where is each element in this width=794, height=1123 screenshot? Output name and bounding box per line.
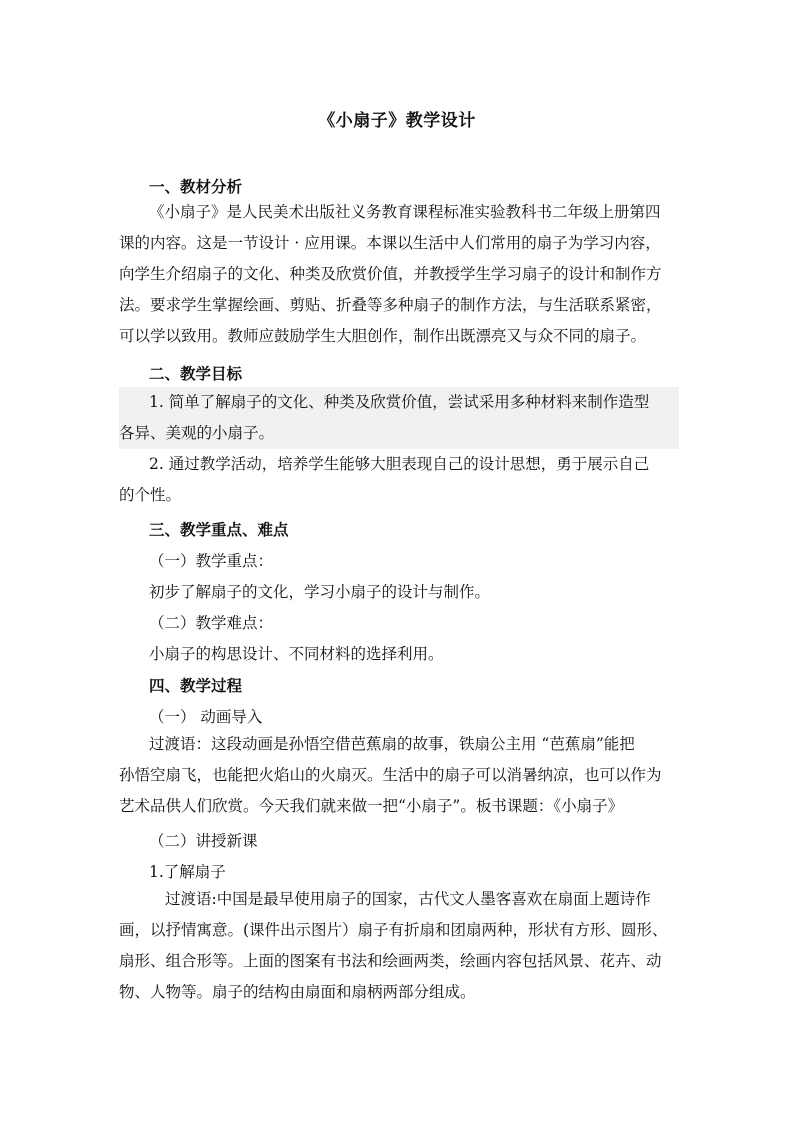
paragraph-line: 《小扇子》是人民美术出版社义务教育课程标准实验教科书二年级上册第四 bbox=[149, 203, 661, 221]
section-heading-objectives: 二、教学目标 bbox=[149, 364, 243, 383]
section-heading-process: 四、教学过程 bbox=[149, 676, 243, 695]
paragraph-line: 物、人物等。扇子的结构由扇面和扇柄两部分组成。 bbox=[119, 983, 476, 1001]
paragraph-line: 1. 简单了解扇子的文化、种类及欣赏价值，尝试采用多种材料来制作造型 bbox=[149, 393, 650, 411]
paragraph-line: 画，以抒情寓意。(课件出示图片）扇子有折扇和团扇两种，形状有方形、圆形、 bbox=[119, 921, 668, 939]
paragraph-line: 扇形、组合形等。上面的图案有书法和绘画两类，绘画内容包括风景、花卉、动 bbox=[119, 952, 662, 970]
document-title: 《小扇子》教学设计 bbox=[318, 111, 476, 131]
process-part-1-label: （一） 动画导入 bbox=[149, 708, 263, 726]
paragraph-line: 向学生介绍扇子的文化、种类及欣赏价值，并教授学生学习扇子的设计和制作方 bbox=[119, 265, 662, 283]
paragraph-line: 各异、美观的小扇子。 bbox=[119, 424, 275, 442]
key-point-text: 初步了解扇子的文化，学习小扇子的设计与制作。 bbox=[149, 583, 491, 601]
paragraph-line: 法。要求学生掌握绘画、剪贴、折叠等多种扇子的制作方法，与生活联系紧密， bbox=[119, 296, 662, 314]
paragraph-line: 过渡语：这段动画是孙悟空借芭蕉扇的故事，铁扇公主用 “芭蕉扇”能把 bbox=[149, 735, 635, 753]
analysis-paragraph bbox=[119, 197, 679, 352]
paragraph-line: 艺术品供人们欣赏。今天我们就来做一把“小扇子”。板书课题：《小扇子》 bbox=[119, 797, 624, 815]
paragraph-line: 可以学以致用。教师应鼓励学生大胆创作，制作出既漂亮又与众不同的扇子。 bbox=[119, 327, 647, 345]
paragraph-line: 的个性。 bbox=[119, 486, 182, 504]
process-part-1-text bbox=[119, 729, 679, 822]
section-heading-key-points: 三、教学重点、难点 bbox=[149, 520, 289, 539]
objective-1 bbox=[119, 387, 679, 449]
key-point-label: （一）教学重点： bbox=[149, 552, 274, 570]
process-part-2-label: （二）讲授新课 bbox=[149, 832, 258, 850]
process-item-1-text bbox=[119, 884, 679, 1008]
difficulty-label: （二）教学难点： bbox=[149, 614, 274, 632]
paragraph-line: 课的内容。这是一节设计 · 应用课。本课以生活中人们常用的扇子为学习内容， bbox=[119, 234, 661, 252]
process-item-1-label: 1.了解扇子 bbox=[149, 863, 226, 881]
difficulty-text: 小扇子的构思设计、不同材料的选择利用。 bbox=[149, 645, 444, 663]
paragraph-line: 过渡语:中国是最早使用扇子的国家，古代文人墨客喜欢在扇面上题诗作 bbox=[165, 890, 651, 908]
section-heading-analysis: 一、教材分析 bbox=[149, 177, 243, 196]
paragraph-line: 2. 通过教学活动，培养学生能够大胆表现自己的设计思想，勇于展示自己 bbox=[149, 455, 650, 473]
objective-2 bbox=[119, 449, 679, 511]
paragraph-line: 孙悟空扇飞，也能把火焰山的火扇灭。生活中的扇子可以消暑纳凉，也可以作为 bbox=[119, 766, 662, 784]
